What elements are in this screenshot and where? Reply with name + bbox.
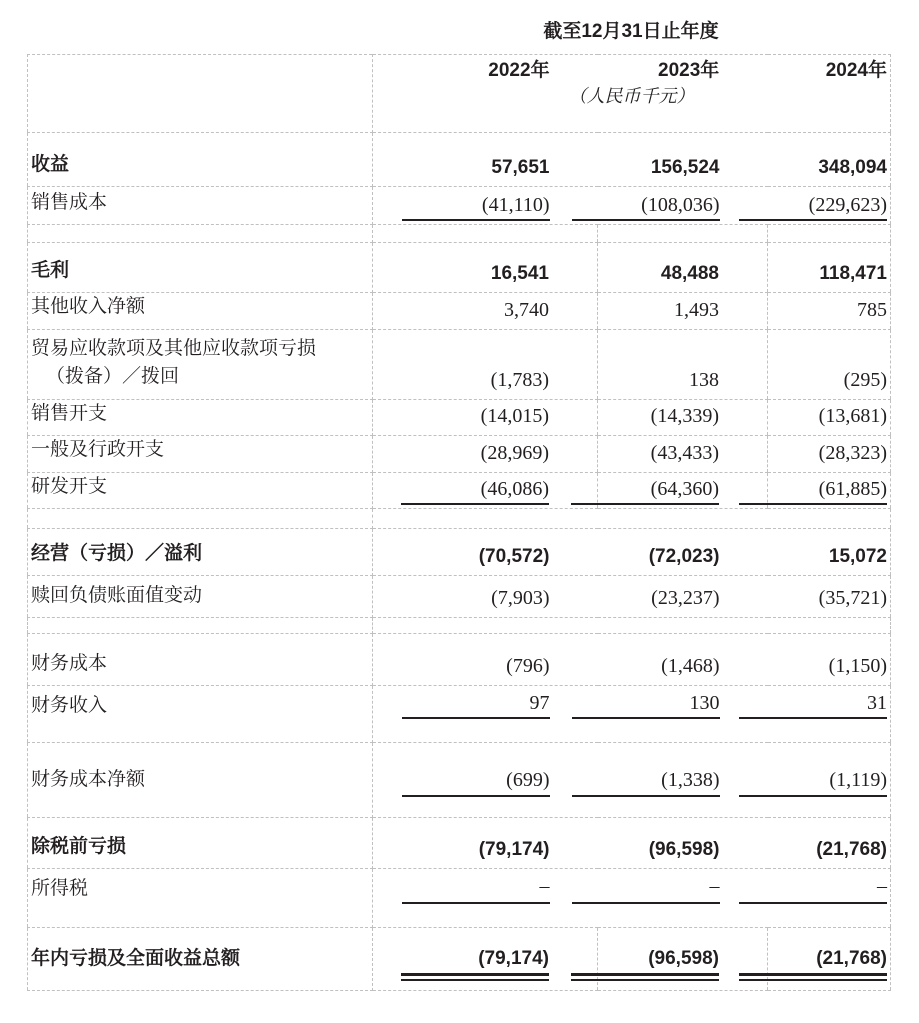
spacer-cell-col3 xyxy=(768,618,891,634)
amount-value: (295) xyxy=(843,368,887,391)
amount-value: (1,338) xyxy=(661,768,720,791)
amount-value: 57,651 xyxy=(491,157,550,179)
single-underline xyxy=(572,219,720,221)
row-label-finance-income: 财务收入 xyxy=(28,686,373,743)
cell-receivables-impairment-col2 xyxy=(598,329,768,399)
row-label-total-comprehensive-loss: 年内亏损及全面收益总额 xyxy=(28,928,373,991)
amount-value: – xyxy=(709,875,720,897)
cell-finance-costs-col3 xyxy=(768,634,891,686)
amount-value: (61,885) xyxy=(818,478,887,500)
cell-income-tax-col1 xyxy=(373,869,598,928)
table-row-finance-costs xyxy=(28,634,891,686)
amount-value: 118,471 xyxy=(819,263,887,285)
cell-gross-profit-col2 xyxy=(598,243,768,293)
table-row-net-finance-costs xyxy=(28,743,891,818)
cell-gross-profit-col1 xyxy=(373,243,598,293)
amount-value: (41,110) xyxy=(481,194,550,216)
spacer-row xyxy=(28,509,891,529)
amount-value: – xyxy=(539,875,550,897)
cell-receivables-impairment-col3 xyxy=(768,329,891,399)
table-row-other-income-net xyxy=(28,293,891,330)
cell-finance-costs-col2 xyxy=(598,634,768,686)
cell-revenue-col2 xyxy=(598,133,768,187)
cell-other-income-net-col3 xyxy=(768,293,891,330)
single-underline xyxy=(402,902,550,904)
amount-value: (28,969) xyxy=(480,441,549,464)
single-underline xyxy=(402,219,550,221)
amount-value: (1,468) xyxy=(661,655,720,677)
amount-value: (64,360) xyxy=(650,478,719,500)
single-underline xyxy=(739,219,887,221)
spacer-cell-col1 xyxy=(373,618,598,634)
single-underline xyxy=(571,503,719,505)
table-row-rd-expenses xyxy=(28,472,891,509)
single-underline xyxy=(401,503,549,505)
double-underline-top xyxy=(739,973,887,976)
single-underline xyxy=(572,902,720,904)
row-label-finance-costs: 财务成本 xyxy=(28,634,373,686)
cell-revenue-col1 xyxy=(373,133,598,187)
row-label-net-finance-costs: 财务成本净额 xyxy=(28,743,373,818)
table-row-operating-loss-profit xyxy=(28,529,891,576)
amount-value: (1,119) xyxy=(829,768,887,791)
table-row-redemption-liability-change xyxy=(28,576,891,618)
cell-net-finance-costs-col2 xyxy=(598,743,768,818)
cell-total-comprehensive-loss-col2 xyxy=(598,928,768,991)
cell-redemption-liability-change-col3 xyxy=(768,576,891,618)
cell-finance-costs-col1 xyxy=(373,634,598,686)
double-underline-bottom xyxy=(571,979,719,981)
spacer-label-cell xyxy=(28,509,373,529)
spacer-row xyxy=(28,618,891,634)
spacer-label-cell xyxy=(28,618,373,634)
income-statement-table xyxy=(27,54,891,991)
header-columns-cell xyxy=(373,55,891,133)
spacer-cell-col2 xyxy=(598,509,768,529)
table-row-gross-profit xyxy=(28,243,891,293)
year-headers xyxy=(373,60,890,82)
row-label-receivables-impairment xyxy=(28,329,373,399)
spacer-cell-col3 xyxy=(768,225,891,243)
amount-value: (23,237) xyxy=(651,587,720,609)
amount-value: 785 xyxy=(857,298,887,321)
single-underline xyxy=(572,717,720,719)
amount-value: (13,681) xyxy=(818,405,887,427)
cell-general-admin-expenses-col2 xyxy=(598,436,768,473)
amount-value: 156,524 xyxy=(650,157,720,179)
row-label-line2: （拨备）／拨回 xyxy=(46,366,180,387)
row-label-revenue: 收益 xyxy=(28,133,373,187)
single-underline xyxy=(739,503,887,505)
row-label-income-tax: 所得税 xyxy=(28,869,373,928)
amount-value: 1,493 xyxy=(674,298,719,321)
cell-loss-before-tax-col3 xyxy=(768,818,891,869)
amount-value: (796) xyxy=(506,655,550,677)
amount-value: (108,036) xyxy=(641,194,720,216)
row-label-redemption-liability-change: 赎回负债账面值变动 xyxy=(28,576,373,618)
amount-value: (14,339) xyxy=(650,405,719,427)
header-label-cell xyxy=(28,55,373,133)
cell-net-finance-costs-col3 xyxy=(768,743,891,818)
double-underline-top xyxy=(401,973,549,976)
cell-operating-loss-profit-col1 xyxy=(373,529,598,576)
cell-cost-of-sales-col1 xyxy=(373,187,598,225)
spacer-cell-col2 xyxy=(598,618,768,634)
table-row-general-admin-expenses xyxy=(28,436,891,473)
amount-value: (96,598) xyxy=(648,839,720,861)
table-row-total-comprehensive-loss xyxy=(28,928,891,991)
amount-value: (79,174) xyxy=(478,839,550,861)
amount-value: (699) xyxy=(506,768,550,791)
column-header-2024: 2024年 xyxy=(825,60,887,81)
cell-redemption-liability-change-col2 xyxy=(598,576,768,618)
table-row-cost-of-sales xyxy=(28,187,891,225)
amount-value: (14,015) xyxy=(480,405,549,427)
amount-value: (28,323) xyxy=(818,441,887,464)
single-underline xyxy=(402,717,550,719)
cell-finance-income-col1 xyxy=(373,686,598,743)
row-label-rd-expenses: 研发开支 xyxy=(28,472,373,509)
amount-value: 130 xyxy=(689,692,720,714)
row-label-other-income-net: 其他收入净额 xyxy=(28,293,373,330)
cell-operating-loss-profit-col3 xyxy=(768,529,891,576)
cell-finance-income-col2 xyxy=(598,686,768,743)
spacer-row xyxy=(28,225,891,243)
cell-income-tax-col3 xyxy=(768,869,891,928)
row-label-loss-before-tax: 除税前亏损 xyxy=(28,818,373,869)
double-underline-top xyxy=(571,973,719,976)
spacer-cell-col1 xyxy=(373,225,598,243)
row-label-selling-expenses: 销售开支 xyxy=(28,399,373,436)
cell-income-tax-col2 xyxy=(598,869,768,928)
row-label-general-admin-expenses: 一般及行政开支 xyxy=(28,436,373,473)
cell-loss-before-tax-col2 xyxy=(598,818,768,869)
amount-value: 16,541 xyxy=(490,263,549,285)
row-label-gross-profit: 毛利 xyxy=(28,243,373,293)
amount-value: (7,903) xyxy=(491,587,550,609)
single-underline xyxy=(572,795,720,797)
cell-loss-before-tax-col1 xyxy=(373,818,598,869)
cell-gross-profit-col3 xyxy=(768,243,891,293)
row-label-operating-loss-profit: 经营（亏损）／溢利 xyxy=(28,529,373,576)
amount-value: 348,094 xyxy=(818,157,887,179)
single-underline xyxy=(402,795,550,797)
amount-value: 15,072 xyxy=(828,546,887,568)
spacer-cell-col1 xyxy=(373,509,598,529)
double-underline-bottom xyxy=(739,979,887,981)
amount-value: 48,488 xyxy=(660,263,719,285)
single-underline xyxy=(739,795,887,797)
amount-value: 97 xyxy=(529,692,550,714)
row-label-cost-of-sales: 销售成本 xyxy=(28,187,373,225)
cell-general-admin-expenses-col1 xyxy=(373,436,598,473)
amount-value: 3,740 xyxy=(504,298,549,321)
cell-finance-income-col3 xyxy=(768,686,891,743)
cell-rd-expenses-col3 xyxy=(768,472,891,509)
amount-value: (21,768) xyxy=(816,948,887,970)
cell-selling-expenses-col3 xyxy=(768,399,891,436)
table-row-revenue xyxy=(28,133,891,187)
spacer-cell-col3 xyxy=(768,509,891,529)
table-row-loss-before-tax xyxy=(28,818,891,869)
cell-other-income-net-col1 xyxy=(373,293,598,330)
cell-selling-expenses-col1 xyxy=(373,399,598,436)
amount-value: (43,433) xyxy=(650,441,719,464)
amount-value: 138 xyxy=(689,368,719,391)
currency-unit-note: （人民币千元） xyxy=(568,86,695,106)
column-header-2022: 2022年 xyxy=(488,60,550,81)
cell-rd-expenses-col1 xyxy=(373,472,598,509)
cell-redemption-liability-change-col1 xyxy=(373,576,598,618)
cell-receivables-impairment-col1 xyxy=(373,329,598,399)
amount-value: (96,598) xyxy=(648,948,719,970)
table-header-row xyxy=(28,55,891,133)
amount-value: (21,768) xyxy=(816,839,887,861)
cell-selling-expenses-col2 xyxy=(598,399,768,436)
amount-value: – xyxy=(877,875,887,897)
amount-value: (229,623) xyxy=(808,194,887,216)
amount-value: (1,150) xyxy=(828,655,887,677)
cell-revenue-col3 xyxy=(768,133,891,187)
row-label-line1: 贸易应收款项及其他应收款项亏损 xyxy=(31,337,317,359)
single-underline xyxy=(739,717,887,719)
amount-value: (35,721) xyxy=(818,587,887,609)
spacer-label-cell xyxy=(28,225,373,243)
amount-value: 31 xyxy=(867,692,887,714)
table-row-selling-expenses xyxy=(28,399,891,436)
double-underline-bottom xyxy=(401,979,549,981)
amount-value: (70,572) xyxy=(478,546,550,568)
cell-total-comprehensive-loss-col1 xyxy=(373,928,598,991)
table-row-income-tax xyxy=(28,869,891,928)
cell-cost-of-sales-col3 xyxy=(768,187,891,225)
amount-value: (1,783) xyxy=(490,368,549,391)
amount-value: (79,174) xyxy=(478,948,549,970)
cell-general-admin-expenses-col3 xyxy=(768,436,891,473)
spacer-cell-col2 xyxy=(598,225,768,243)
table-title: 截至12月31日止年度 xyxy=(543,21,719,42)
table-row-receivables-impairment xyxy=(28,329,891,399)
cell-operating-loss-profit-col2 xyxy=(598,529,768,576)
table-row-finance-income xyxy=(28,686,891,743)
cell-total-comprehensive-loss-col3 xyxy=(768,928,891,991)
cell-net-finance-costs-col1 xyxy=(373,743,598,818)
amount-value: (72,023) xyxy=(648,546,720,568)
single-underline xyxy=(739,902,887,904)
amount-value: (46,086) xyxy=(480,478,549,500)
cell-other-income-net-col2 xyxy=(598,293,768,330)
column-header-2023: 2023年 xyxy=(658,60,720,81)
